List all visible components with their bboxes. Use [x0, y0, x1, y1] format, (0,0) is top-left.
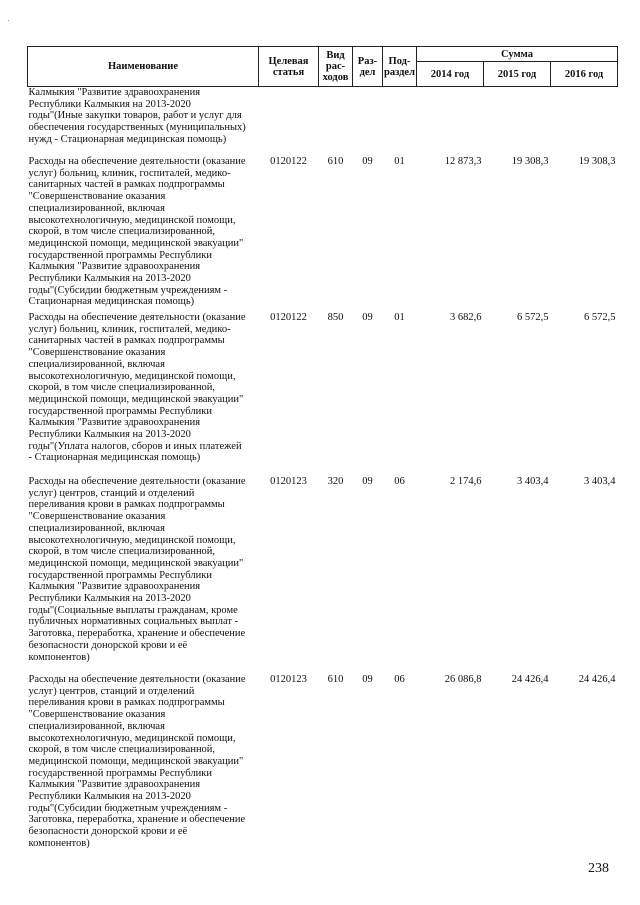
row-name: Расходы на обеспечение деятельности (оказание услуг) больниц, клиник, госпиталей, медико- санитарных частей в рамках подпрограммы "Совершенствование оказания специализированной, включая высокотехнологичную, медицинской помощи, скорой, в том числе специализированной, медицинской помощи, медицинской эвакуации" государственной программы Республики Калмыкия "Развитие здравоохранения Республики Калмыкия на 2013-2020 годы"(Субсидии бюджетным учреждениям - Стационарная медицинская помощь) — [28, 156, 246, 308]
row-sum-2015: 3 403,4 — [517, 476, 549, 487]
row-target-article: 0120123 — [270, 476, 307, 487]
header-target-article: Целевая статья — [259, 47, 319, 87]
row-sum-2014: 3 682,6 — [450, 312, 482, 323]
row-sum-2016: 19 308,3 — [578, 156, 616, 167]
header-subsection: Под-раздел — [383, 47, 417, 87]
row-sum-2014: 2 174,6 — [450, 476, 482, 487]
table-header — [28, 47, 618, 87]
row-sum-2016: 24 426,4 — [578, 674, 616, 685]
table-row — [28, 156, 618, 312]
scan-speck — [8, 20, 9, 21]
row-sum-2014: 26 086,8 — [444, 674, 482, 685]
row-expense-type: 320 — [327, 476, 344, 487]
page-number: 238 — [588, 861, 609, 876]
row-subsection: 06 — [394, 476, 405, 487]
table-row-continuation — [28, 87, 618, 157]
row-section: 09 — [362, 312, 373, 323]
header-year-2016: 2016 год — [551, 62, 618, 87]
row-target-article: 0120122 — [270, 156, 307, 167]
header-name: Наименование — [28, 47, 259, 87]
header-section: Раз-дел — [353, 47, 383, 87]
row-sum-2015: 19 308,3 — [511, 156, 549, 167]
row-section: 09 — [362, 674, 373, 685]
header-expense-type: Вид рас-ходов — [319, 47, 353, 87]
row-sum-2015: 24 426,4 — [511, 674, 549, 685]
row-target-article: 0120123 — [270, 674, 307, 685]
table-row — [28, 312, 618, 476]
row-sum-2016: 3 403,4 — [584, 476, 616, 487]
row-expense-type: 610 — [327, 156, 344, 167]
row-section: 09 — [362, 476, 373, 487]
row-sum-2014: 12 873,3 — [444, 156, 482, 167]
table-row — [28, 674, 618, 862]
row-name: Калмыкия "Развитие здравоохранения Республики Калмыкия на 2013-2020 годы"(Иные закупки товаров, работ и услуг для обеспечения государственных (муниципальных) нужд - Стационарная медицинская помощь) — [28, 87, 246, 145]
row-name: Расходы на обеспечение деятельности (оказание услуг) центров, станций и отделений переливания крови в рамках подпрограммы "Совершенствование оказания специализированной, включая высокотехнологичную, медицинской помощи, скорой, в том числе специализированной, медицинской помощи, медицинской эвакуации" государственной программы Республики Калмыкия "Развитие здравоохранения Республики Калмыкия на 2013-2020 годы"(Субсидии бюджетным учреждениям - Заготовка, переработка, хранение и обеспечение безопасности донорской крови и её компонентов) — [28, 674, 246, 849]
row-sum-2015: 6 572,5 — [517, 312, 549, 323]
row-section: 09 — [362, 156, 373, 167]
row-sum-2016: 6 572,5 — [584, 312, 616, 323]
row-target-article: 0120122 — [270, 312, 307, 323]
row-subsection: 06 — [394, 674, 405, 685]
header-year-2014: 2014 год — [417, 62, 484, 87]
row-expense-type: 610 — [327, 674, 344, 685]
row-name: Расходы на обеспечение деятельности (оказание услуг) центров, станций и отделений переливания крови в рамках подпрограммы "Совершенствование оказания специализированной, включая высокотехнологичную, медицинской помощи, скорой, в том числе специализированной, медицинской помощи, медицинской эвакуации" государственной программы Республики Калмыкия "Развитие здравоохранения Республики Калмыкия на 2013-2020 годы"(Социальные выплаты гражданам, кроме публичных нормативных социальных выплат - Заготовка, переработка, хранение и обеспечение безопасности донорской крови и её компонентов) — [28, 476, 246, 663]
row-name: Расходы на обеспечение деятельности (оказание услуг) больниц, клиник, госпиталей, медико- санитарных частей в рамках подпрограммы "Совершенствование оказания специализированной, включая высокотехнологичную, медицинской помощи, скорой, в том числе специализированной, медицинской помощи, медицинской эвакуации" государственной программы Республики Калмыкия "Развитие здравоохранения Республики Калмыкия на 2013-2020 годы"(Уплата налогов, сборов и иных платежей - Стационарная медицинская помощь) — [28, 312, 246, 464]
row-subsection: 01 — [394, 156, 405, 167]
header-sum: Сумма — [417, 47, 618, 62]
header-year-2015: 2015 год — [484, 62, 551, 87]
budget-table — [27, 46, 618, 862]
row-expense-type: 850 — [327, 312, 344, 323]
row-subsection: 01 — [394, 312, 405, 323]
table-row — [28, 476, 618, 674]
